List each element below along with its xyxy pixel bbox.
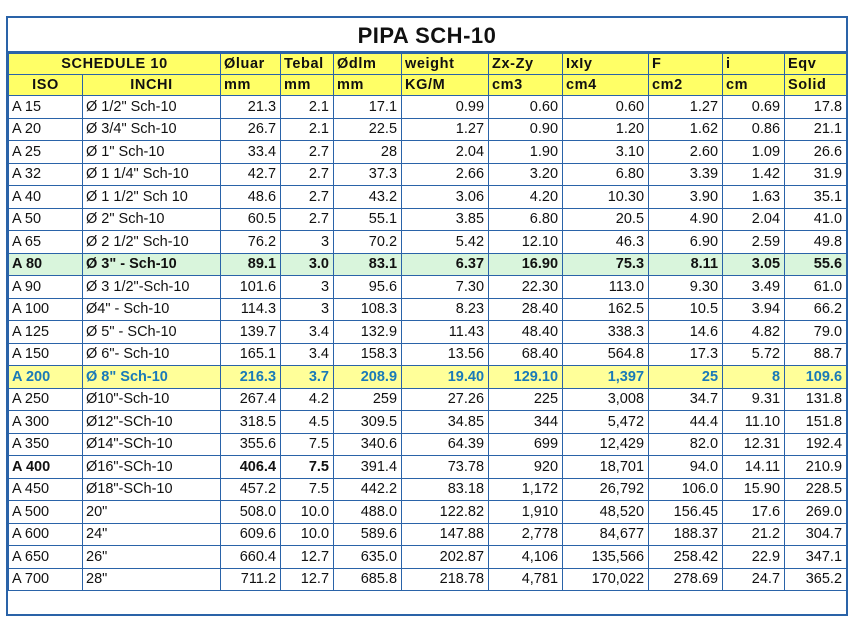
cell-inertia: 3,008 — [563, 388, 649, 411]
cell-area: 82.0 — [649, 433, 723, 456]
cell-section-modulus: 4,781 — [489, 568, 563, 591]
cell-section-modulus: 920 — [489, 456, 563, 479]
cell-area: 10.5 — [649, 298, 723, 321]
cell-inner-diameter: 635.0 — [334, 546, 402, 569]
cell-inner-diameter: 22.5 — [334, 118, 402, 141]
cell-weight: 13.56 — [402, 343, 489, 366]
cell-inertia: 10.30 — [563, 186, 649, 209]
cell-section-modulus: 225 — [489, 388, 563, 411]
cell-section-modulus: 3.20 — [489, 163, 563, 186]
cell-inchi: 24" — [83, 523, 221, 546]
cell-radius: 24.7 — [723, 568, 785, 591]
table-row — [9, 568, 847, 591]
cell-outer-diameter: 609.6 — [221, 523, 281, 546]
cell-thickness: 4.2 — [281, 388, 334, 411]
cell-inchi: 26" — [83, 546, 221, 569]
cell-thickness: 12.7 — [281, 568, 334, 591]
cell-section-modulus: 0.60 — [489, 96, 563, 119]
cell-inertia: 5,472 — [563, 411, 649, 434]
cell-thickness: 12.7 — [281, 546, 334, 569]
cell-inner-diameter: 83.1 — [334, 253, 402, 276]
cell-inner-diameter: 43.2 — [334, 186, 402, 209]
cell-section-modulus: 344 — [489, 411, 563, 434]
cell-inchi: Ø10"-Sch-10 — [83, 388, 221, 411]
cell-area: 6.90 — [649, 231, 723, 254]
cell-thickness: 7.5 — [281, 478, 334, 501]
cell-inchi: Ø 5" - SCh-10 — [83, 321, 221, 344]
cell-eqv: 55.6 — [785, 253, 847, 276]
cell-thickness: 2.1 — [281, 96, 334, 119]
header-weight: weight — [402, 54, 489, 75]
cell-thickness: 3 — [281, 276, 334, 299]
header-inchi: INCHI — [83, 75, 221, 96]
cell-iso: A 50 — [9, 208, 83, 231]
header-row-1 — [9, 54, 847, 75]
cell-inner-diameter: 442.2 — [334, 478, 402, 501]
header-section-modulus: Zx-Zy — [489, 54, 563, 75]
cell-section-modulus: 4.20 — [489, 186, 563, 209]
header-area: F — [649, 54, 723, 75]
cell-radius: 5.72 — [723, 343, 785, 366]
cell-area: 2.60 — [649, 141, 723, 164]
cell-inner-diameter: 55.1 — [334, 208, 402, 231]
cell-area: 94.0 — [649, 456, 723, 479]
cell-area: 188.37 — [649, 523, 723, 546]
cell-section-modulus: 28.40 — [489, 298, 563, 321]
cell-inchi: Ø 3" - Sch-10 — [83, 253, 221, 276]
cell-iso: A 125 — [9, 321, 83, 344]
cell-thickness: 3 — [281, 298, 334, 321]
cell-radius: 3.05 — [723, 253, 785, 276]
cell-eqv: 304.7 — [785, 523, 847, 546]
cell-iso: A 350 — [9, 433, 83, 456]
cell-weight: 147.88 — [402, 523, 489, 546]
cell-thickness: 3.0 — [281, 253, 334, 276]
table-row — [9, 388, 847, 411]
header-outer-diameter: Øluar — [221, 54, 281, 75]
cell-radius: 2.04 — [723, 208, 785, 231]
table-row — [9, 141, 847, 164]
cell-inner-diameter: 37.3 — [334, 163, 402, 186]
cell-outer-diameter: 48.6 — [221, 186, 281, 209]
cell-weight: 1.27 — [402, 118, 489, 141]
header-radius: i — [723, 54, 785, 75]
cell-inertia: 1.20 — [563, 118, 649, 141]
cell-inchi: Ø 1" Sch-10 — [83, 141, 221, 164]
cell-eqv: 365.2 — [785, 568, 847, 591]
cell-outer-diameter: 660.4 — [221, 546, 281, 569]
cell-section-modulus: 6.80 — [489, 208, 563, 231]
cell-area: 4.90 — [649, 208, 723, 231]
page-title: PIPA SCH-10 — [8, 18, 846, 53]
cell-thickness: 3.7 — [281, 366, 334, 389]
cell-inchi: Ø16"-SCh-10 — [83, 456, 221, 479]
cell-iso: A 700 — [9, 568, 83, 591]
cell-area: 156.45 — [649, 501, 723, 524]
pipe-table-sheet — [6, 16, 848, 616]
cell-inner-diameter: 685.8 — [334, 568, 402, 591]
cell-eqv: 66.2 — [785, 298, 847, 321]
cell-eqv: 269.0 — [785, 501, 847, 524]
unit-weight: KG/M — [402, 75, 489, 96]
cell-outer-diameter: 89.1 — [221, 253, 281, 276]
cell-iso: A 80 — [9, 253, 83, 276]
cell-radius: 1.63 — [723, 186, 785, 209]
cell-eqv: 35.1 — [785, 186, 847, 209]
pipe-spec-table — [8, 53, 847, 591]
cell-eqv: 192.4 — [785, 433, 847, 456]
cell-outer-diameter: 318.5 — [221, 411, 281, 434]
cell-section-modulus: 12.10 — [489, 231, 563, 254]
cell-weight: 73.78 — [402, 456, 489, 479]
cell-area: 14.6 — [649, 321, 723, 344]
cell-outer-diameter: 711.2 — [221, 568, 281, 591]
cell-section-modulus: 16.90 — [489, 253, 563, 276]
cell-inertia: 113.0 — [563, 276, 649, 299]
cell-weight: 3.85 — [402, 208, 489, 231]
cell-inertia: 46.3 — [563, 231, 649, 254]
unit-thickness: mm — [281, 75, 334, 96]
unit-inertia: cm4 — [563, 75, 649, 96]
cell-inchi: Ø18"-SCh-10 — [83, 478, 221, 501]
cell-inner-diameter: 391.4 — [334, 456, 402, 479]
cell-thickness: 3.4 — [281, 321, 334, 344]
cell-inertia: 12,429 — [563, 433, 649, 456]
cell-weight: 3.06 — [402, 186, 489, 209]
table-row — [9, 186, 847, 209]
cell-radius: 0.69 — [723, 96, 785, 119]
cell-radius: 17.6 — [723, 501, 785, 524]
cell-inchi: Ø14"-SCh-10 — [83, 433, 221, 456]
cell-outer-diameter: 33.4 — [221, 141, 281, 164]
cell-weight: 6.37 — [402, 253, 489, 276]
cell-inner-diameter: 309.5 — [334, 411, 402, 434]
cell-radius: 3.49 — [723, 276, 785, 299]
cell-iso: A 400 — [9, 456, 83, 479]
cell-radius: 0.86 — [723, 118, 785, 141]
cell-inertia: 135,566 — [563, 546, 649, 569]
cell-eqv: 41.0 — [785, 208, 847, 231]
cell-outer-diameter: 508.0 — [221, 501, 281, 524]
cell-inner-diameter: 70.2 — [334, 231, 402, 254]
cell-eqv: 151.8 — [785, 411, 847, 434]
cell-inchi: Ø 1 1/2" Sch 10 — [83, 186, 221, 209]
cell-radius: 11.10 — [723, 411, 785, 434]
cell-iso: A 650 — [9, 546, 83, 569]
cell-section-modulus: 2,778 — [489, 523, 563, 546]
cell-weight: 2.66 — [402, 163, 489, 186]
unit-inner-diameter: mm — [334, 75, 402, 96]
cell-inchi: Ø 2" Sch-10 — [83, 208, 221, 231]
cell-iso: A 150 — [9, 343, 83, 366]
cell-radius: 2.59 — [723, 231, 785, 254]
cell-radius: 22.9 — [723, 546, 785, 569]
cell-area: 1.62 — [649, 118, 723, 141]
cell-weight: 122.82 — [402, 501, 489, 524]
cell-inertia: 84,677 — [563, 523, 649, 546]
cell-inertia: 564.8 — [563, 343, 649, 366]
cell-inchi: Ø 3/4" Sch-10 — [83, 118, 221, 141]
cell-area: 44.4 — [649, 411, 723, 434]
cell-iso: A 25 — [9, 141, 83, 164]
cell-thickness: 4.5 — [281, 411, 334, 434]
cell-outer-diameter: 26.7 — [221, 118, 281, 141]
header-eqv: Eqv — [785, 54, 847, 75]
table-row — [9, 163, 847, 186]
cell-inchi: Ø 6"- Sch-10 — [83, 343, 221, 366]
header-inner-diameter: Ødlm — [334, 54, 402, 75]
cell-outer-diameter: 355.6 — [221, 433, 281, 456]
cell-inertia: 6.80 — [563, 163, 649, 186]
cell-inner-diameter: 340.6 — [334, 433, 402, 456]
cell-inchi: Ø 2 1/2" Sch-10 — [83, 231, 221, 254]
cell-outer-diameter: 267.4 — [221, 388, 281, 411]
cell-eqv: 347.1 — [785, 546, 847, 569]
cell-section-modulus: 1,910 — [489, 501, 563, 524]
table-row — [9, 546, 847, 569]
cell-inertia: 1,397 — [563, 366, 649, 389]
unit-area: cm2 — [649, 75, 723, 96]
cell-inchi: Ø 1 1/4" Sch-10 — [83, 163, 221, 186]
cell-area: 1.27 — [649, 96, 723, 119]
cell-inchi: Ø4" - Sch-10 — [83, 298, 221, 321]
cell-radius: 1.09 — [723, 141, 785, 164]
cell-eqv: 21.1 — [785, 118, 847, 141]
cell-eqv: 49.8 — [785, 231, 847, 254]
cell-thickness: 2.7 — [281, 163, 334, 186]
cell-inertia: 75.3 — [563, 253, 649, 276]
cell-eqv: 88.7 — [785, 343, 847, 366]
cell-inner-diameter: 488.0 — [334, 501, 402, 524]
cell-inner-diameter: 95.6 — [334, 276, 402, 299]
cell-inner-diameter: 108.3 — [334, 298, 402, 321]
cell-thickness: 10.0 — [281, 523, 334, 546]
cell-eqv: 61.0 — [785, 276, 847, 299]
cell-outer-diameter: 406.4 — [221, 456, 281, 479]
cell-inertia: 20.5 — [563, 208, 649, 231]
cell-radius: 14.11 — [723, 456, 785, 479]
cell-thickness: 10.0 — [281, 501, 334, 524]
cell-section-modulus: 0.90 — [489, 118, 563, 141]
cell-thickness: 2.7 — [281, 186, 334, 209]
cell-weight: 34.85 — [402, 411, 489, 434]
header-row-2 — [9, 75, 847, 96]
header-schedule: SCHEDULE 10 — [9, 54, 221, 75]
cell-eqv: 26.6 — [785, 141, 847, 164]
cell-eqv: 31.9 — [785, 163, 847, 186]
cell-area: 106.0 — [649, 478, 723, 501]
cell-weight: 5.42 — [402, 231, 489, 254]
cell-inertia: 3.10 — [563, 141, 649, 164]
cell-area: 8.11 — [649, 253, 723, 276]
cell-section-modulus: 1.90 — [489, 141, 563, 164]
cell-eqv: 109.6 — [785, 366, 847, 389]
cell-radius: 3.94 — [723, 298, 785, 321]
table-row — [9, 433, 847, 456]
cell-inertia: 26,792 — [563, 478, 649, 501]
table-row — [9, 366, 847, 389]
table-row — [9, 96, 847, 119]
cell-radius: 9.31 — [723, 388, 785, 411]
cell-inertia: 170,022 — [563, 568, 649, 591]
cell-iso: A 32 — [9, 163, 83, 186]
cell-outer-diameter: 165.1 — [221, 343, 281, 366]
cell-section-modulus: 22.30 — [489, 276, 563, 299]
cell-inertia: 48,520 — [563, 501, 649, 524]
cell-outer-diameter: 216.3 — [221, 366, 281, 389]
cell-thickness: 3 — [281, 231, 334, 254]
cell-section-modulus: 68.40 — [489, 343, 563, 366]
cell-iso: A 90 — [9, 276, 83, 299]
cell-inertia: 338.3 — [563, 321, 649, 344]
cell-inner-diameter: 589.6 — [334, 523, 402, 546]
cell-thickness: 3.4 — [281, 343, 334, 366]
cell-outer-diameter: 114.3 — [221, 298, 281, 321]
cell-inchi: Ø12"-SCh-10 — [83, 411, 221, 434]
table-row — [9, 298, 847, 321]
cell-radius: 21.2 — [723, 523, 785, 546]
cell-inchi: Ø 3 1/2"-Sch-10 — [83, 276, 221, 299]
cell-weight: 8.23 — [402, 298, 489, 321]
cell-eqv: 79.0 — [785, 321, 847, 344]
cell-iso: A 15 — [9, 96, 83, 119]
cell-weight: 0.99 — [402, 96, 489, 119]
cell-inchi: 28" — [83, 568, 221, 591]
unit-eqv: Solid — [785, 75, 847, 96]
table-row — [9, 523, 847, 546]
cell-iso: A 65 — [9, 231, 83, 254]
cell-area: 278.69 — [649, 568, 723, 591]
cell-eqv: 131.8 — [785, 388, 847, 411]
cell-section-modulus: 699 — [489, 433, 563, 456]
cell-inertia: 18,701 — [563, 456, 649, 479]
cell-outer-diameter: 21.3 — [221, 96, 281, 119]
cell-outer-diameter: 42.7 — [221, 163, 281, 186]
cell-inner-diameter: 17.1 — [334, 96, 402, 119]
cell-inner-diameter: 28 — [334, 141, 402, 164]
cell-inner-diameter: 208.9 — [334, 366, 402, 389]
cell-weight: 64.39 — [402, 433, 489, 456]
cell-radius: 1.42 — [723, 163, 785, 186]
cell-thickness: 2.7 — [281, 141, 334, 164]
table-row — [9, 118, 847, 141]
cell-weight: 11.43 — [402, 321, 489, 344]
table-row — [9, 276, 847, 299]
cell-eqv: 17.8 — [785, 96, 847, 119]
cell-section-modulus: 1,172 — [489, 478, 563, 501]
cell-outer-diameter: 457.2 — [221, 478, 281, 501]
cell-inchi: Ø 1/2" Sch-10 — [83, 96, 221, 119]
unit-radius: cm — [723, 75, 785, 96]
cell-area: 258.42 — [649, 546, 723, 569]
cell-weight: 27.26 — [402, 388, 489, 411]
cell-inner-diameter: 259 — [334, 388, 402, 411]
cell-weight: 7.30 — [402, 276, 489, 299]
table-row — [9, 253, 847, 276]
cell-area: 17.3 — [649, 343, 723, 366]
cell-weight: 19.40 — [402, 366, 489, 389]
cell-iso: A 100 — [9, 298, 83, 321]
cell-thickness: 7.5 — [281, 456, 334, 479]
cell-iso: A 40 — [9, 186, 83, 209]
cell-thickness: 7.5 — [281, 433, 334, 456]
header-iso: ISO — [9, 75, 83, 96]
cell-area: 9.30 — [649, 276, 723, 299]
cell-area: 34.7 — [649, 388, 723, 411]
cell-inchi: Ø 8" Sch-10 — [83, 366, 221, 389]
table-row — [9, 478, 847, 501]
cell-iso: A 450 — [9, 478, 83, 501]
cell-section-modulus: 48.40 — [489, 321, 563, 344]
cell-eqv: 228.5 — [785, 478, 847, 501]
cell-radius: 4.82 — [723, 321, 785, 344]
cell-area: 25 — [649, 366, 723, 389]
table-row — [9, 321, 847, 344]
cell-iso: A 600 — [9, 523, 83, 546]
cell-iso: A 250 — [9, 388, 83, 411]
cell-thickness: 2.1 — [281, 118, 334, 141]
table-row — [9, 456, 847, 479]
cell-thickness: 2.7 — [281, 208, 334, 231]
unit-outer-diameter: mm — [221, 75, 281, 96]
cell-weight: 202.87 — [402, 546, 489, 569]
cell-area: 3.39 — [649, 163, 723, 186]
cell-radius: 8 — [723, 366, 785, 389]
cell-section-modulus: 4,106 — [489, 546, 563, 569]
cell-section-modulus: 129.10 — [489, 366, 563, 389]
header-inertia: IxIy — [563, 54, 649, 75]
cell-inner-diameter: 158.3 — [334, 343, 402, 366]
cell-outer-diameter: 101.6 — [221, 276, 281, 299]
cell-radius: 15.90 — [723, 478, 785, 501]
cell-inchi: 20" — [83, 501, 221, 524]
header-thickness: Tebal — [281, 54, 334, 75]
table-row — [9, 411, 847, 434]
cell-eqv: 210.9 — [785, 456, 847, 479]
cell-outer-diameter: 60.5 — [221, 208, 281, 231]
cell-iso: A 300 — [9, 411, 83, 434]
cell-weight: 218.78 — [402, 568, 489, 591]
cell-inner-diameter: 132.9 — [334, 321, 402, 344]
cell-iso: A 500 — [9, 501, 83, 524]
table-row — [9, 343, 847, 366]
unit-section-modulus: cm3 — [489, 75, 563, 96]
cell-weight: 83.18 — [402, 478, 489, 501]
table-row — [9, 501, 847, 524]
cell-outer-diameter: 76.2 — [221, 231, 281, 254]
table-row — [9, 208, 847, 231]
cell-inertia: 162.5 — [563, 298, 649, 321]
cell-area: 3.90 — [649, 186, 723, 209]
cell-weight: 2.04 — [402, 141, 489, 164]
cell-outer-diameter: 139.7 — [221, 321, 281, 344]
cell-iso: A 200 — [9, 366, 83, 389]
cell-inertia: 0.60 — [563, 96, 649, 119]
table-row — [9, 231, 847, 254]
cell-iso: A 20 — [9, 118, 83, 141]
cell-radius: 12.31 — [723, 433, 785, 456]
